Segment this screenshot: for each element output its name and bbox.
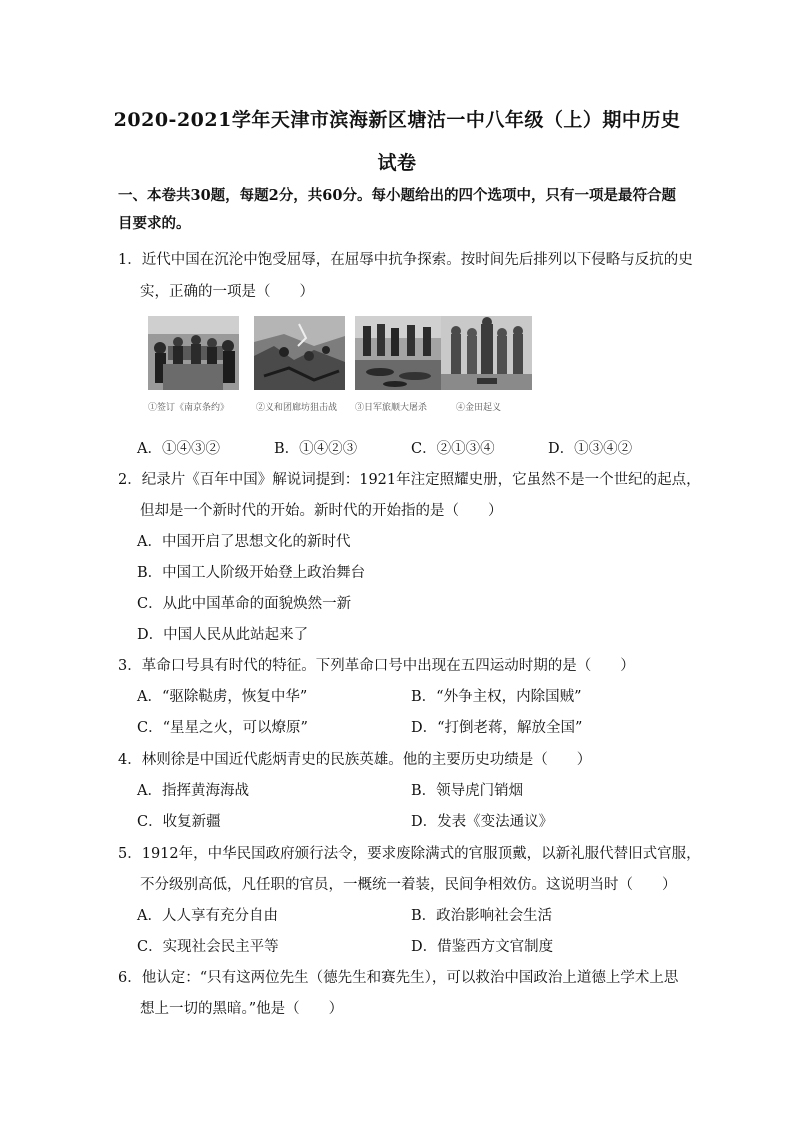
question-2-stem: 2．纪录片《百年中国》解说词提到：1921年注定照耀史册，它虽然不是一个世纪的起点， <box>118 472 701 488</box>
question-4-option-b: B．领导虎门销烟 <box>411 783 524 799</box>
question-2-option-d: D．中国人民从此站起来了 <box>137 627 309 643</box>
treaty-signing-photo <box>148 316 239 390</box>
question-4-option-c: C．收复新疆 <box>137 814 221 830</box>
question-4-option-a: A．指挥黄海海战 <box>137 783 249 799</box>
question-6-stem: 6．他认定：“只有这两位先生（德先生和赛先生），可以救治中国政治上道德上学术上思 <box>118 970 679 986</box>
question-5-stem: 5．1912年，中华民国政府颁行法令，要求废除满式的官服顶戴，以新礼服代替旧式官服， <box>118 846 701 862</box>
question-5-option-d: D．借鉴西方文官制度 <box>411 939 554 955</box>
jintian-uprising-sculpture-photo <box>441 316 532 390</box>
section-instruction-line2: 目要求的。 <box>118 215 191 232</box>
question-1-photo-strip <box>148 316 532 416</box>
question-4-stem: 4．林则徐是中国近代彪炳青史的民族英雄。他的主要历史功绩是（ ） <box>118 752 592 768</box>
photo-caption-2: ②义和团廊坊狙击战 <box>256 403 338 413</box>
photo-caption-3: ③日军旅顺大屠杀 <box>355 403 428 413</box>
question-2-stem-cont: 但却是一个新时代的开始。新时代的开始指的是（ ） <box>140 503 503 519</box>
question-5-option-c: C．实现社会民主平等 <box>137 939 279 955</box>
question-2-option-b: B．中国工人阶级开始登上政治舞台 <box>137 565 366 581</box>
question-1-stem-cont: 实，正确的一项是（ ） <box>140 284 314 300</box>
question-3-option-c: C．“星星之火，可以燎原” <box>137 720 308 736</box>
question-3-option-a: A．“驱除鞑虏，恢复中华” <box>137 689 308 705</box>
question-4-option-d: D．发表《变法通议》 <box>411 814 554 830</box>
question-3-stem: 3．革命口号具有时代的特征。下列革命口号中出现在五四运动时期的是（ ） <box>118 658 635 674</box>
photo-caption-4: ④金田起义 <box>456 403 502 413</box>
exam-title-line2: 试卷 <box>377 152 417 174</box>
question-1-option-b: B．①④②③ <box>274 441 358 457</box>
question-2-option-a: A．中国开启了思想文化的新时代 <box>137 534 351 550</box>
photo-caption-1: ①签订《南京条约》 <box>148 403 230 413</box>
question-6-stem-cont: 想上一切的黑暗。”他是（ ） <box>140 1001 344 1017</box>
boxer-battle-painting <box>254 316 345 390</box>
question-1-option-d: D．①③④② <box>548 441 633 457</box>
section-instruction <box>118 182 688 238</box>
question-1-option-c: C．②①③④ <box>411 441 495 457</box>
question-5-option-b: B．政治影响社会生活 <box>411 908 553 924</box>
question-1-stem: 1．近代中国在沉沦中饱受屈辱，在屈辱中抗争探索。按时间先后排列以下侵略与反抗的史 <box>118 252 693 268</box>
question-3-option-d: D．“打倒老蒋，解放全国” <box>411 720 583 736</box>
question-5-option-a: A．人人享有充分自由 <box>137 908 278 924</box>
question-2-option-c: C．从此中国革命的面貌焕然一新 <box>137 596 352 612</box>
lushun-massacre-photo <box>355 316 446 390</box>
question-5-stem-cont: 不分级别高低，凡任职的官员，一概统一着装，民间争相效仿。这说明当时（ ） <box>140 877 677 893</box>
section-instruction-line1: 一、本卷共30题，每题2分，共60分。每小题给出的四个选项中，只有一项是最符合题 <box>118 187 676 204</box>
question-1-option-a: A．①④③② <box>137 441 220 457</box>
question-3-option-b: B．“外争主权，内除国贼” <box>411 689 582 705</box>
exam-title-line1: 2020-2021学年天津市滨海新区塘沽一中八年级（上）期中历史 <box>113 109 681 131</box>
